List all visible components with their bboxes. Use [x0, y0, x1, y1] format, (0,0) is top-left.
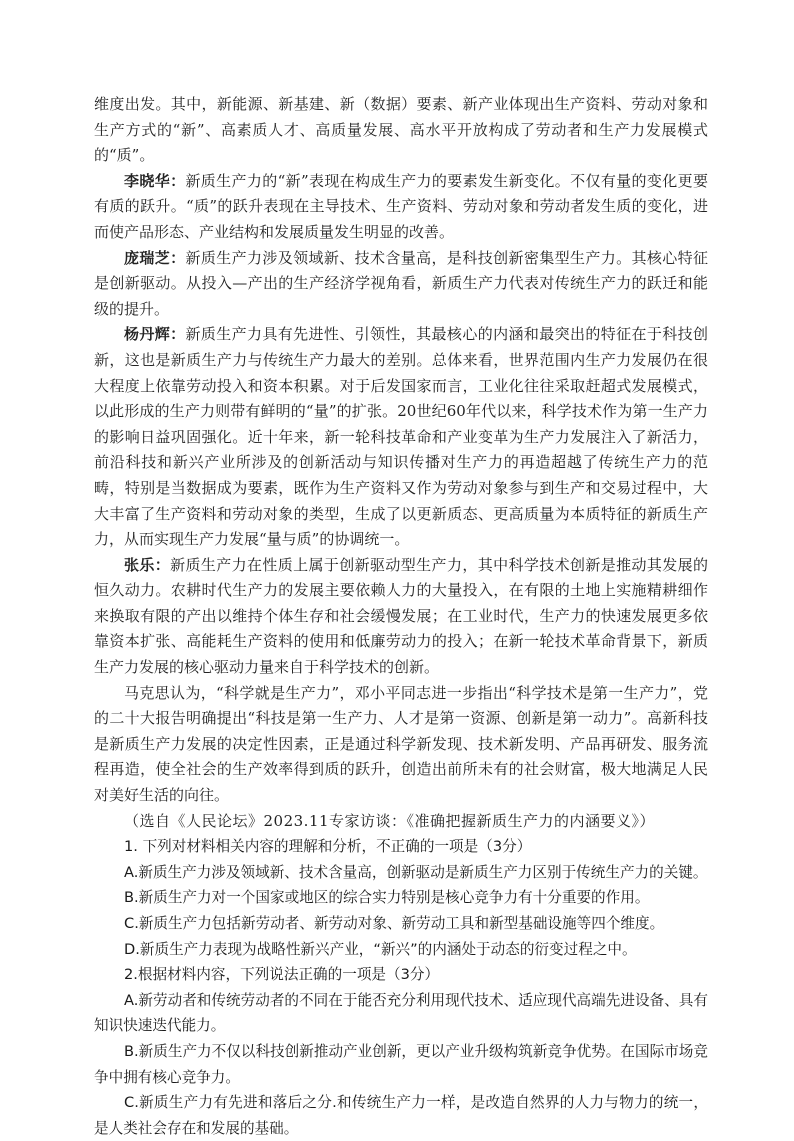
expert-paragraph: [94, 169, 708, 246]
expert-text: 新质生产力涉及领域新、技术含量高，是科技创新密集型生产力。其核心特征是创新驱动。从投入—产出的生产经济学视角看，新质生产力代表对传统生产力的跃迁和能级的提升。: [94, 248, 708, 318]
answer-option: B.新质生产力对一个国家或地区的综合实力特别是核心竞争力有十分重要的作用。: [124, 889, 650, 907]
question-stem: 1. 下列对材料相关内容的理解和分析，不正确的一项是（3分）: [124, 838, 532, 856]
answer-option: A.新质生产力涉及领域新、技术含量高，创新驱动是新质生产力区别于传统生产力的关键。: [124, 863, 708, 881]
expert-text: 新质生产力具有先进性、引领性，其最核心的内涵和最突出的特征在于科技创新，这也是新质生产力与传统生产力最大的差别。总体来看，世界范围内生产力发展仍在很大程度上依靠劳动投入和资本积累。对于后发国家而言，工业化往往采取赶超式发展模式，以此形成的生产力则带有鲜明的“量”的扩张。20世纪60年代以来，科学技术作为第一生产力的影响日益巩固强化。近十年来，新一轮科技革命和产业变革为生产力发展注入了新活力，前沿科技和新兴产业所涉及的创新活动与知识传播对生产力的再造超越了传统生产力的范畴，特别是当数据成为要素，既作为生产资料又作为劳动对象参与到生产和交易过程中，大大丰富了生产资料和劳动对象的类型，生成了以更新质态、更高质量为本质特征的新质生产力，从而实现生产力发展“量与质”的协调统一。: [94, 325, 708, 549]
answer-option: A.新劳动者和传统劳动者的不同在于能否充分利用现代技术、适应现代高端先进设备、具有知识快速迭代能力。: [94, 991, 708, 1035]
expert-paragraph: [94, 322, 708, 552]
source-citation: （选自《人民论坛》2023.11专家访谈：《准确把握新质生产力的内涵要义》）: [124, 811, 656, 830]
expert-paragraph: [94, 553, 708, 681]
expert-name: 庞瑞芝：: [124, 248, 186, 267]
expert-name: 张乐：: [124, 555, 171, 574]
expert-name: 李晓华：: [124, 171, 186, 190]
intro-paragraph: 维度出发。其中，新能源、新基建、新（数据）要素、新产业体现出生产资料、劳动对象和生产方式的“新”、高素质人才、高质量发展、高水平开放构成了劳动者和生产力发展模式的“质”。: [94, 95, 708, 165]
document-page: [94, 92, 708, 1141]
answer-option: D.新质生产力表现为战略性新兴产业，“新兴”的内涵处于动态的衍变过程之中。: [124, 940, 637, 958]
expert-name: 杨丹辉：: [124, 325, 186, 344]
expert-text: 新质生产力在性质上属于创新驱动型生产力，其中科学技术创新是推动其发展的恒久动力。农耕时代生产力的发展主要依赖人力的大量投入，在有限的土地上实施精耕细作来换取有限的产出以维持个体生存和社会缓慢发展；在工业时代，生产力的快速发展更多依靠资本扩张、高能耗生产资料的使用和低廉劳动力的投入；在新一轮技术革命背景下，新质生产力发展的核心驱动力量来自于科学技术的创新。: [94, 555, 708, 677]
expert-paragraph: [94, 246, 708, 323]
answer-option: B.新质生产力不仅以科技创新推动产业创新，更以产业升级构筑新竞争优势。在国际市场竞争中拥有核心竞争力。: [94, 1042, 708, 1086]
question-stem: 2.根据材料内容，下列说法正确的一项是（3分）: [124, 966, 440, 984]
answer-option: C.新质生产力有先进和落后之分.和传统生产力一样，是改造自然界的人力与物力的统一，是人类社会存在和发展的基础。: [94, 1094, 708, 1137]
closing-paragraph: 马克思认为，“科学就是生产力”，邓小平同志进一步指出“科学技术是第一生产力”，党的二十大报告明确提出“科技是第一生产力、人才是第一资源、创新是第一动力”。高新科技是新质生产力发展的决定性因素，正是通过科学新发现、技术新发明、产品再研发、服务流程再造，使全社会的生产效率得到质的跃升，创造出前所未有的社会财富，极大地满足人民对美好生活的向往。: [94, 683, 708, 805]
answer-option: C.新质生产力包括新劳动者、新劳动对象、新劳动工具和新型基础设施等四个维度。: [124, 915, 665, 932]
expert-text: 新质生产力的“新”表现在构成生产力的要素发生新变化。不仅有量的变化更要有质的跃升。“质”的跃升表现在主导技术、生产资料、劳动对象和劳动者发生质的变化，进而使产品形态、产业结构和发展质量发生明显的改善。: [94, 171, 708, 241]
